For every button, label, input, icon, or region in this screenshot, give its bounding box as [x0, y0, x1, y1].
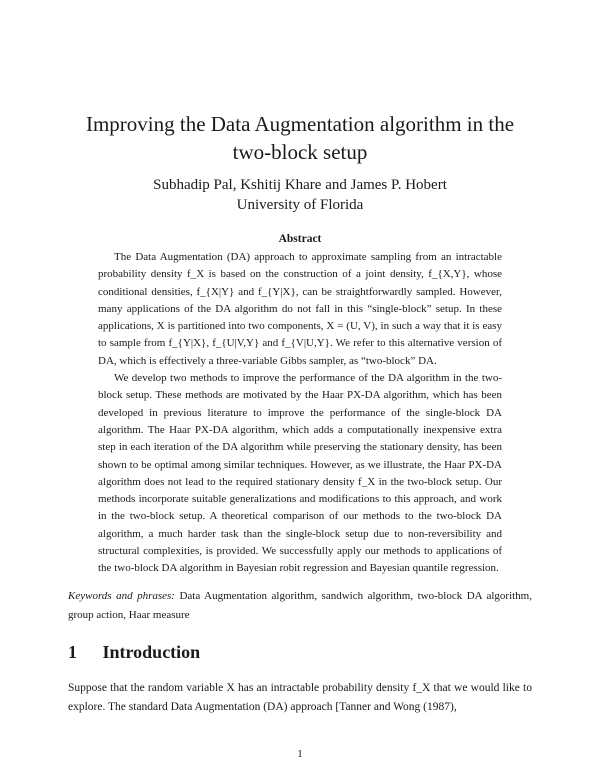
abstract-body	[98, 249, 502, 578]
keywords-text: Data Augmentation algorithm, sandwich algorithm, two-block DA algorithm, group action, Haar measure	[68, 590, 532, 621]
abstract-heading: Abstract	[278, 233, 322, 245]
page-number: 1	[297, 748, 303, 760]
keywords-label: Keywords and phrases:	[68, 590, 175, 602]
intro-paragraph: Suppose that the random variable X has an intractable probability density f_X that we would like to explore. The standard Data Augmentation (DA) approach [Tanner and Wong (1987),	[68, 682, 532, 713]
title-line-1: Improving the Data Augmentation algorithm in the	[85, 112, 515, 136]
keywords	[68, 587, 532, 625]
author-names: Subhadip Pal, Kshitij Khare and James P. Hobert	[153, 177, 447, 193]
title-line-2: two-block setup	[232, 140, 368, 164]
author-block	[60, 175, 540, 215]
paper-title	[60, 110, 540, 166]
section-heading	[68, 642, 532, 663]
abstract-paragraph-1: The Data Augmentation (DA) approach to approximate sampling from an intractable probability density f_X is based on the construction of a joint density, f_{X,Y}, whose conditional densities, f_{X|Y} and f_{Y|X}, can be straightforwardly sampled. However, many applications of the DA algorithm do not fall in this “single-block” setup. In these applications, X is partitioned into two components, X = (U, V), in such a way that it is easy to sample from f_{Y|X}, f_{U|V,Y} and f_{V|U,Y}. We refer to this alternative version of DA, which is effectively a three-variable Gibbs sampler, as “two-block” DA.	[98, 251, 502, 367]
abstract-paragraph-2: We develop two methods to improve the performance of the DA algorithm in the two-block setup. These methods are motivated by the Haar PX-DA algorithm, which has been developed in previous literature to improve the performance of the single-block DA algorithm. The Haar PX-DA algorithm, which adds a computationally inexpensive extra step in each iteration of the DA algorithm while preserving the stationary density, has been shown to be optimal among similar techniques. However, as we illustrate, the Haar PX-DA algorithm does not lead to the required stationary density f_X in the two-block setup. Our methods incorporate suitable generalizations and modifications to this approach, and work in the two-block setup. A theoretical comparison of our methods to the two-block DA algorithm, a much harder task than the single-block setup due to non-reversibility and structural complexities, is provided. We successfully apply our methods to applications of the two-block DA algorithm in Bayesian robit regression and Bayesian quantile regression.	[98, 372, 502, 575]
section-title: Introduction	[102, 642, 201, 662]
author-affiliation: University of Florida	[236, 197, 364, 213]
section-number: 1	[68, 642, 77, 662]
